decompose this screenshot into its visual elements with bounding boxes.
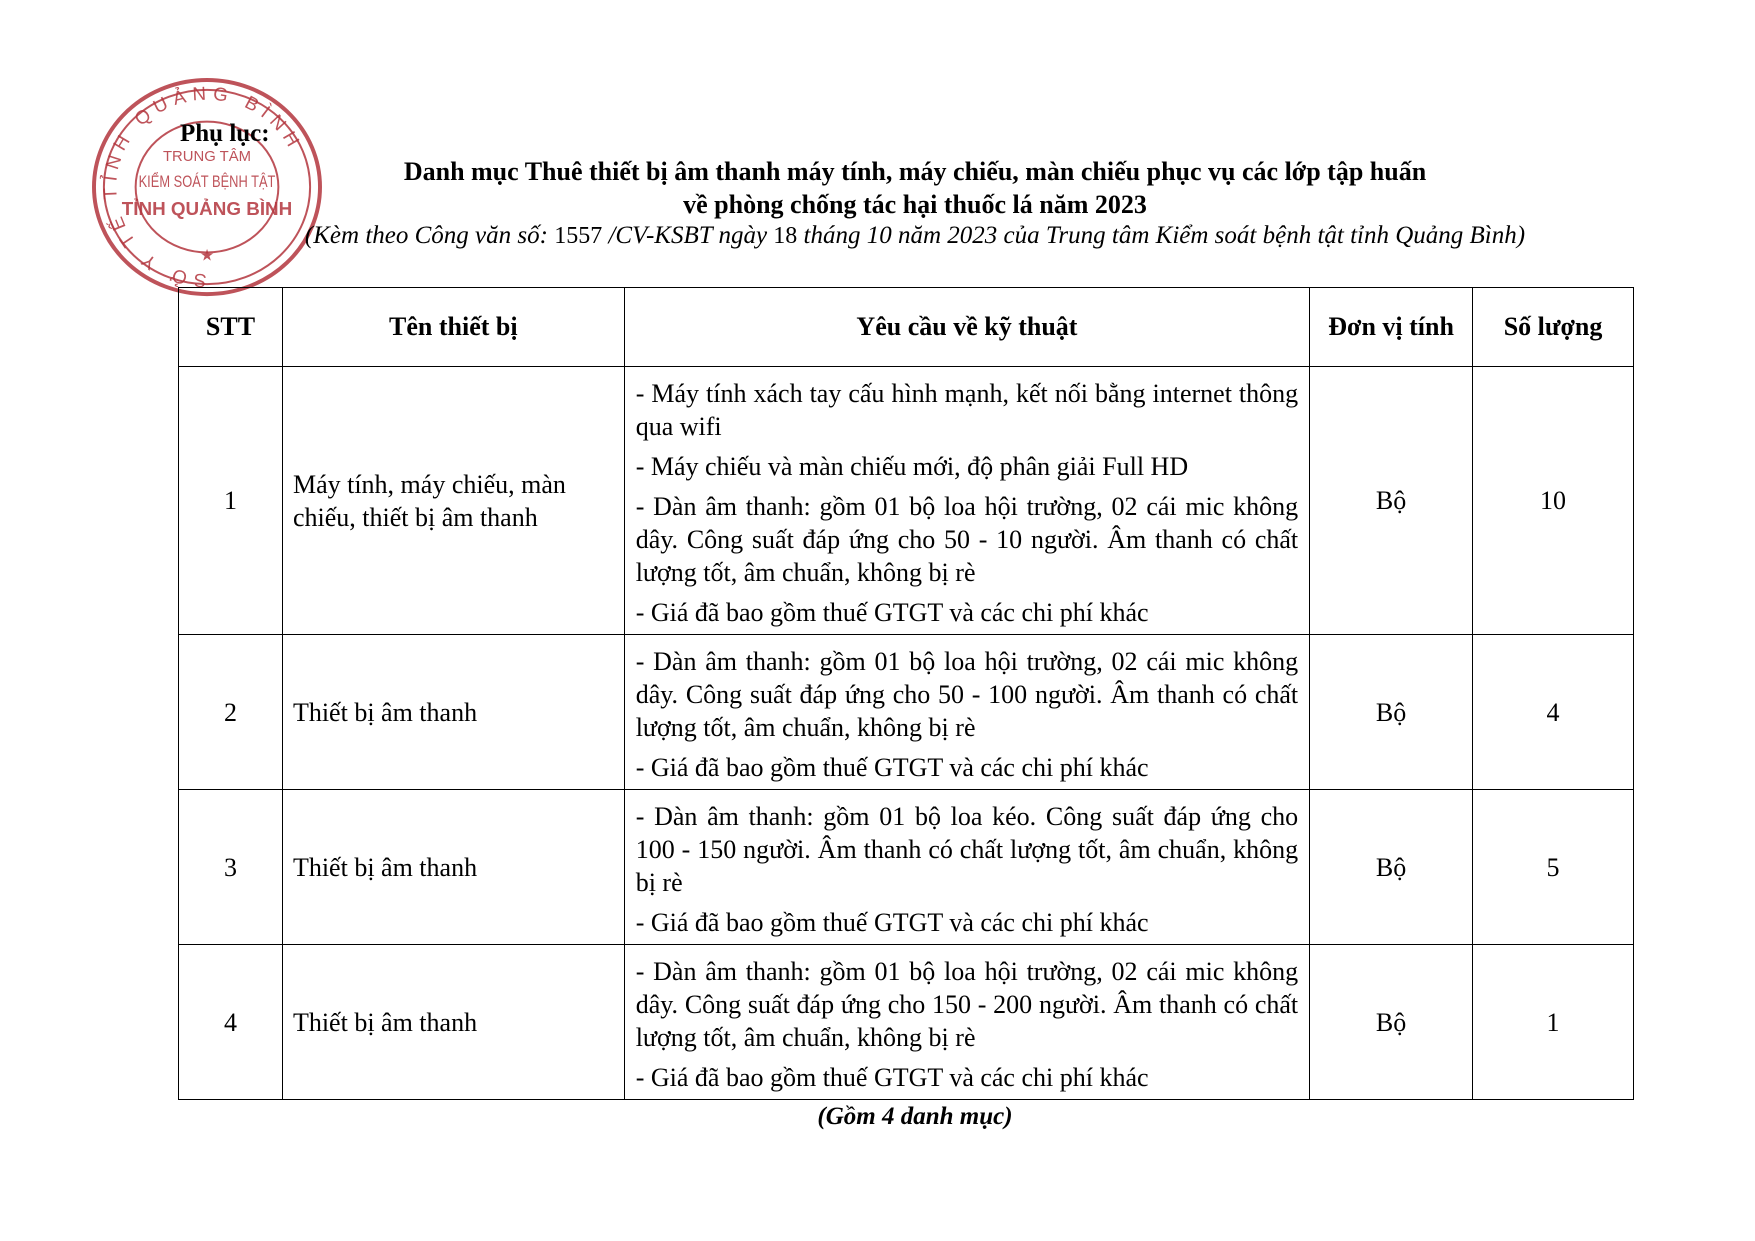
requirement-item: - Dàn âm thanh: gồm 01 bộ loa kéo. Công suất đáp ứng cho 100 - 150 người. Âm thanh có chất lượng tốt, âm chuẩn, không bị rè <box>635 801 1299 897</box>
seal-line-2: KIỂM SOÁT BỆNH TẬT <box>138 172 276 192</box>
row-requirements <box>624 635 1309 790</box>
document-title <box>180 155 1650 221</box>
row-quantity: 4 <box>1473 635 1634 790</box>
requirement-item: - Giá đã bao gồm thuế GTGT và các chi phí khác <box>635 1062 1149 1092</box>
requirement-item: - Máy tính xách tay cấu hình mạnh, kết nối bằng internet thông qua wifi <box>635 378 1299 441</box>
column-header-unit: Đơn vị tính <box>1310 288 1473 367</box>
seal-star-icon: ★ <box>199 247 215 265</box>
row-unit: Bộ <box>1310 635 1473 790</box>
column-header-quantity: Số lượng <box>1473 288 1634 367</box>
table-row <box>179 635 1634 790</box>
requirement-item: - Giá đã bao gồm thuế GTGT và các chi phí khác <box>635 907 1149 937</box>
row-unit: Bộ <box>1310 945 1473 1100</box>
row-equipment-name: Thiết bị âm thanh <box>282 790 624 945</box>
column-header-requirements: Yêu cầu về kỹ thuật <box>624 288 1309 367</box>
row-stt: 4 <box>179 945 283 1100</box>
table-header-row <box>179 288 1634 367</box>
row-stt: 1 <box>179 367 283 635</box>
row-unit: Bộ <box>1310 367 1473 635</box>
table-row <box>179 945 1634 1100</box>
row-requirements <box>624 367 1309 635</box>
row-equipment-name: Thiết bị âm thanh <box>282 945 624 1100</box>
row-requirements <box>624 790 1309 945</box>
row-requirements <box>624 945 1309 1100</box>
table-row <box>179 367 1634 635</box>
row-equipment-name: Máy tính, máy chiếu, màn chiếu, thiết bị âm thanh <box>282 367 624 635</box>
appendix-label: Phụ lục: <box>180 120 270 147</box>
row-unit: Bộ <box>1310 790 1473 945</box>
row-quantity: 10 <box>1473 367 1634 635</box>
title-line-2: về phòng chống tác hại thuốc lá năm 2023 <box>683 190 1147 219</box>
row-quantity: 1 <box>1473 945 1634 1100</box>
row-quantity: 5 <box>1473 790 1634 945</box>
document-subtitle <box>180 222 1650 250</box>
title-line-1: Danh mục Thuê thiết bị âm thanh máy tính, máy chiếu, màn chiếu phục vụ các lớp tập huấn <box>403 157 1427 186</box>
requirement-item: - Dàn âm thanh: gồm 01 bộ loa hội trường, 02 cái mic không dây. Công suất đáp ứng cho 50 - 100 người. Âm thanh có chất lượng tốt, âm chuẩn, không bị rè <box>635 646 1299 742</box>
requirement-item: - Giá đã bao gồm thuế GTGT và các chi phí khác <box>635 752 1149 782</box>
subtitle-prefix: (Kèm theo Công văn số: <box>304 222 555 249</box>
document-day: 18 <box>773 223 798 249</box>
requirement-item: - Giá đã bao gồm thuế GTGT và các chi phí khác <box>635 597 1149 627</box>
requirement-item: - Dàn âm thanh: gồm 01 bộ loa hội trường, 02 cái mic không dây. Công suất đáp ứng cho 150 - 200 người. Âm thanh có chất lượng tốt, âm chuẩn, không bị rè <box>635 956 1299 1052</box>
seal-line-3: TỈNH QUẢNG BÌNH <box>121 197 293 219</box>
row-stt: 2 <box>179 635 283 790</box>
subtitle-mid: /CV-KSBT ngày <box>602 222 774 249</box>
document-number: 1557 <box>554 223 603 249</box>
requirement-item: - Dàn âm thanh: gồm 01 bộ loa hội trường, 02 cái mic không dây. Công suất đáp ứng cho 50 - 10 người. Âm thanh có chất lượng tốt, âm chuẩn, không bị rè <box>635 491 1299 587</box>
seal-ring-text: SỞ Y TẾ TỈNH QUẢNG BÌNH <box>99 82 307 292</box>
row-equipment-name: Thiết bị âm thanh <box>282 635 624 790</box>
subtitle-suffix: tháng 10 năm 2023 của Trung tâm Kiểm soát bệnh tật tỉnh Quảng Bình) <box>797 222 1526 249</box>
column-header-stt: STT <box>179 288 283 367</box>
column-header-name: Tên thiết bị <box>282 288 624 367</box>
seal-line-1: TRUNG TÂM <box>162 149 252 166</box>
equipment-table <box>178 287 1634 1100</box>
row-stt: 3 <box>179 790 283 945</box>
footer-note: (Gồm 4 danh mục) <box>817 1103 1013 1130</box>
table-row <box>179 790 1634 945</box>
requirement-item: - Máy chiếu và màn chiếu mới, độ phân giải Full HD <box>635 451 1189 481</box>
